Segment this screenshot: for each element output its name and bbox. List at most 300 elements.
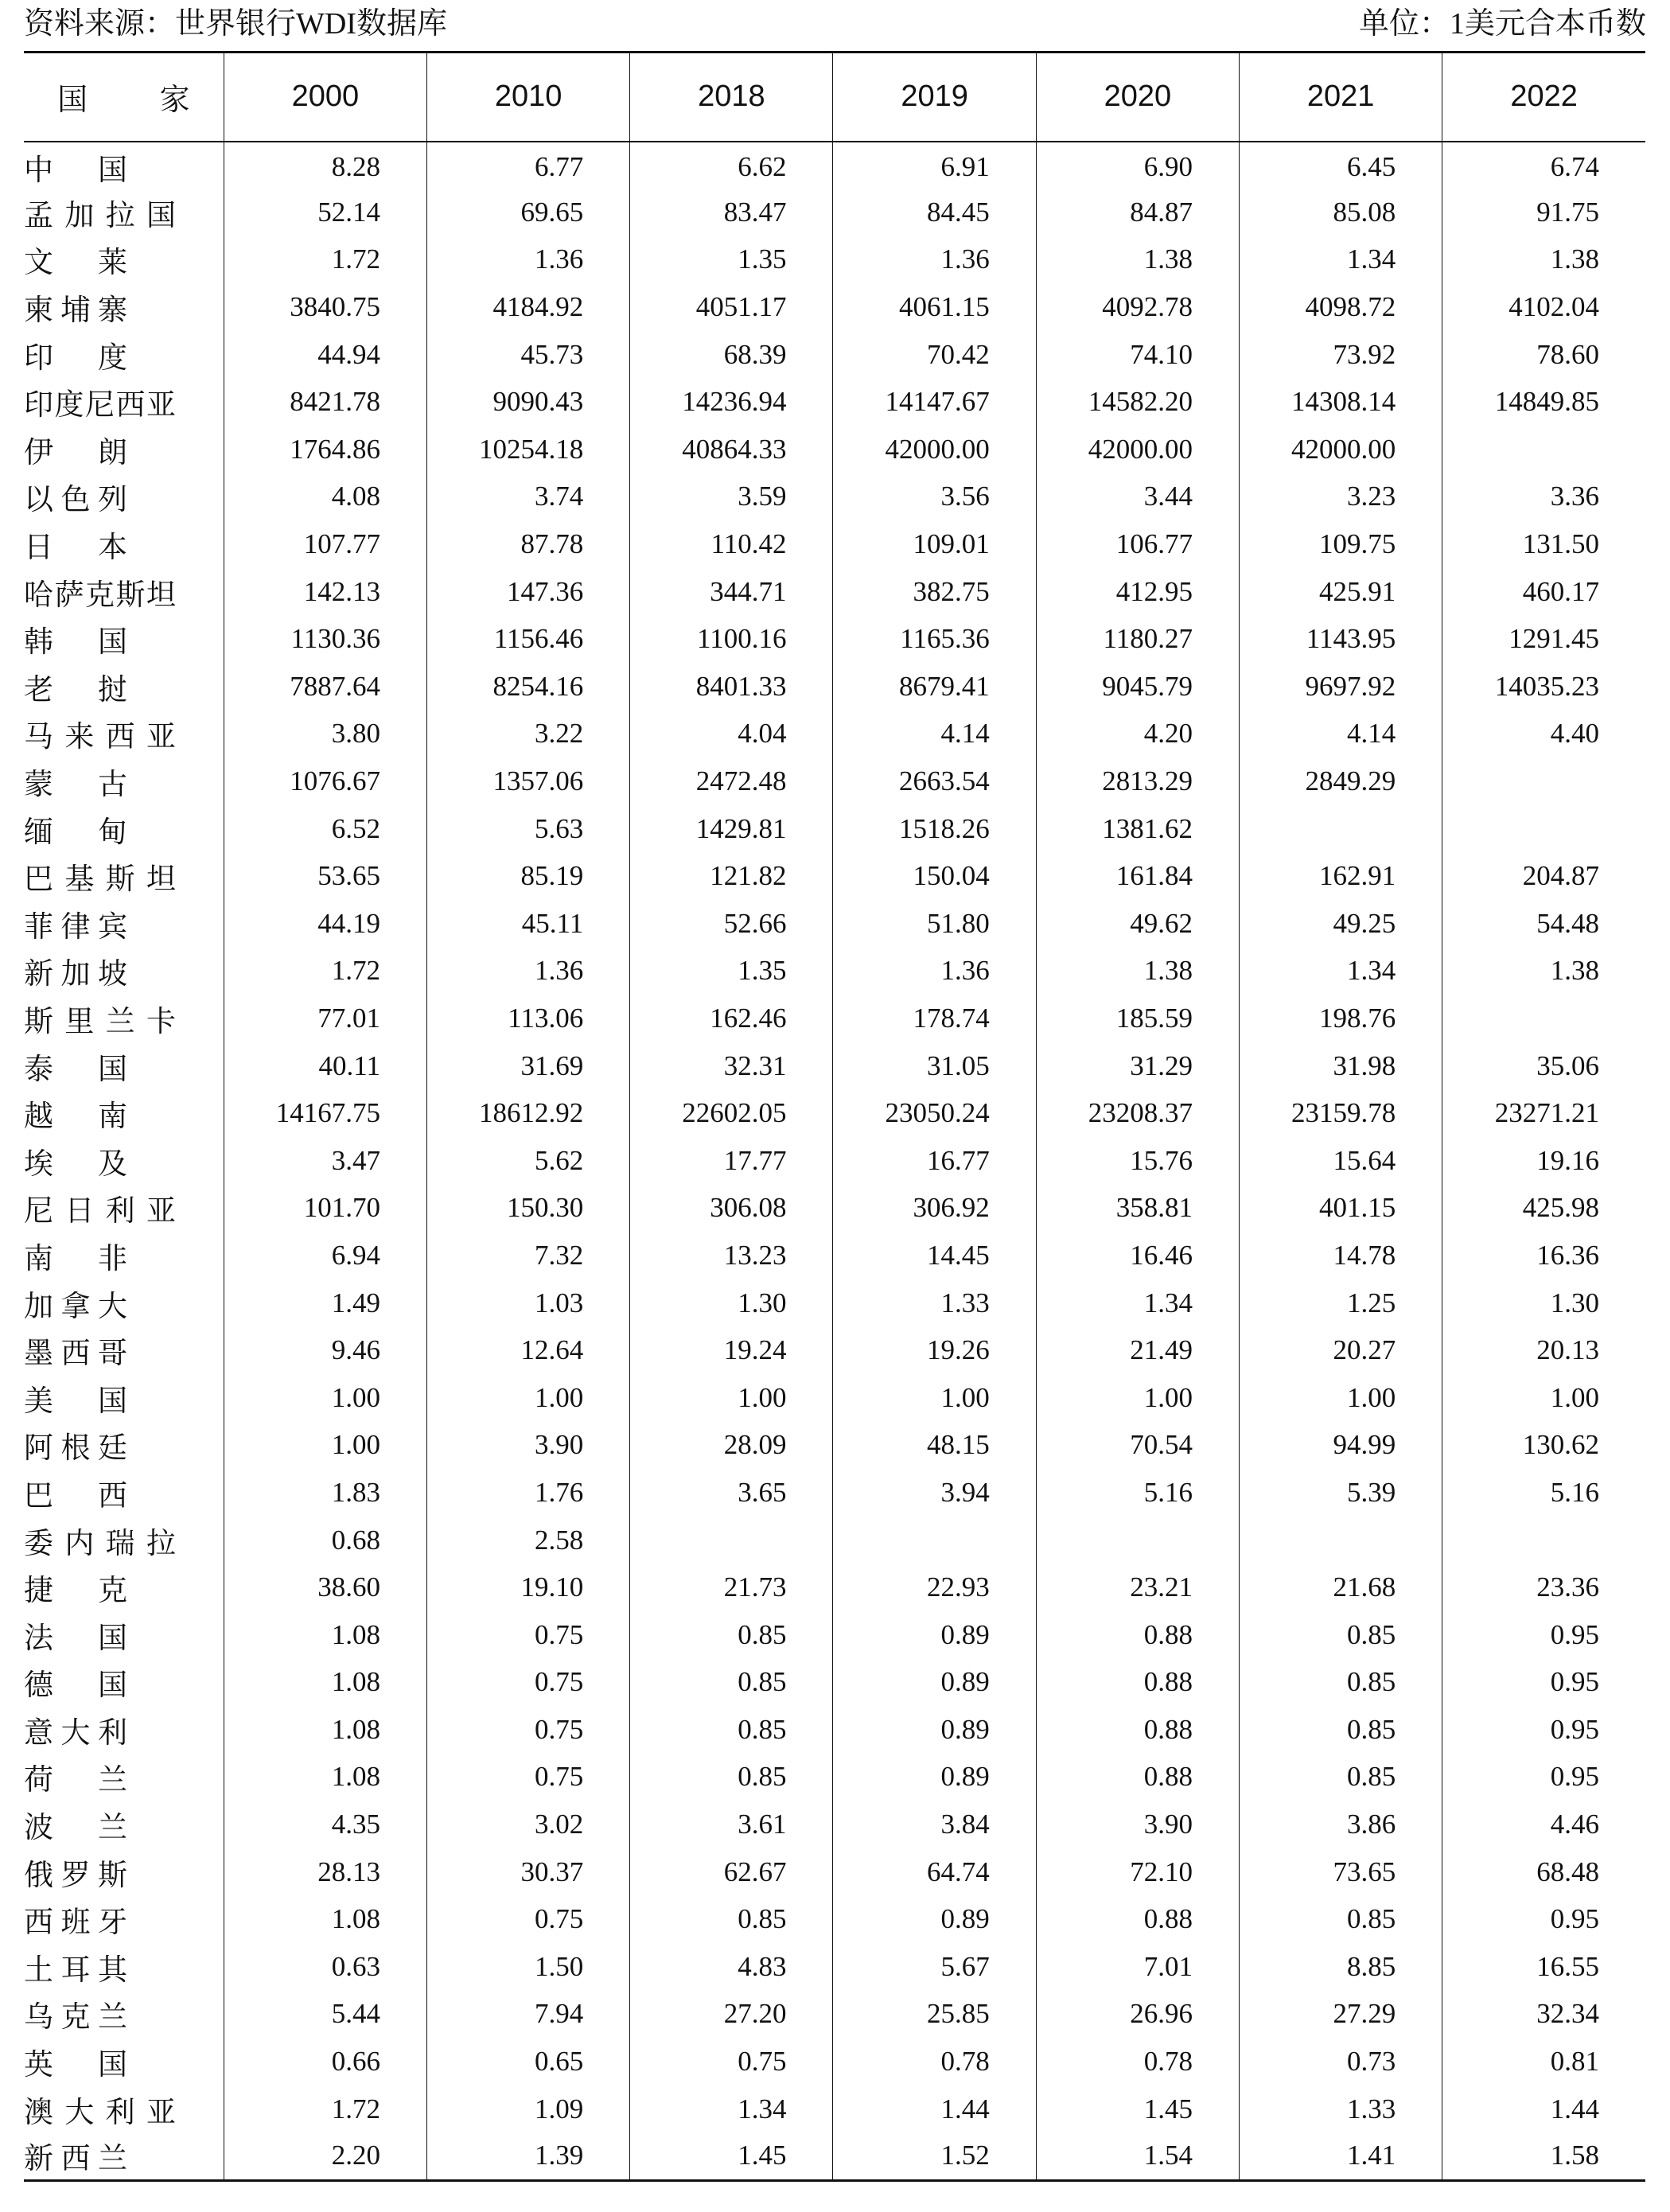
value-cell: 8401.33	[630, 663, 833, 711]
country-name: 法国	[24, 1620, 127, 1655]
country-name: 文莱	[24, 245, 127, 280]
value-cell: 91.75	[1442, 189, 1645, 236]
page-header	[24, 2, 1646, 46]
value-cell: 5.67	[833, 1943, 1036, 1991]
table-row	[24, 1659, 1645, 1707]
value-cell: 0.85	[630, 1895, 833, 1943]
country-name: 荷兰	[24, 1762, 127, 1797]
value-cell: 1291.45	[1442, 615, 1645, 663]
country-cell	[24, 1564, 224, 1611]
value-cell: 1.52	[833, 2132, 1036, 2180]
value-cell: 14849.85	[1442, 378, 1645, 426]
value-cell: 4.46	[1442, 1801, 1645, 1848]
value-cell	[1239, 805, 1442, 853]
value-cell: 1.34	[630, 2085, 833, 2133]
table-row	[24, 900, 1645, 948]
table-row	[24, 1564, 1645, 1611]
country-name: 英国	[24, 2047, 127, 2082]
value-cell: 1180.27	[1036, 615, 1239, 663]
value-cell: 85.08	[1239, 189, 1442, 236]
value-cell: 1076.67	[224, 757, 426, 805]
value-cell: 4.08	[224, 473, 426, 521]
value-cell: 3.90	[1036, 1801, 1239, 1848]
country-name: 日本	[24, 530, 127, 565]
table-row	[24, 615, 1645, 663]
country-cell	[24, 948, 224, 995]
value-cell: 0.88	[1036, 1706, 1239, 1754]
country-cell	[24, 1801, 224, 1848]
value-cell: 3.90	[426, 1422, 629, 1470]
country-name: 缅甸	[24, 814, 127, 849]
value-cell: 3.84	[833, 1801, 1036, 1848]
value-cell: 1.50	[426, 1943, 629, 1991]
value-cell: 27.29	[1239, 1991, 1442, 2039]
value-cell: 1.09	[426, 2085, 629, 2133]
value-cell: 42000.00	[1036, 426, 1239, 473]
value-cell: 1.34	[1239, 948, 1442, 995]
country-name: 印度	[24, 340, 127, 375]
value-cell: 23.36	[1442, 1564, 1645, 1611]
country-name: 意大利	[24, 1715, 127, 1750]
value-cell: 8.85	[1239, 1943, 1442, 1991]
country-name: 哈萨克斯坦	[24, 577, 175, 612]
value-cell: 101.70	[224, 1185, 426, 1233]
value-cell: 4.04	[630, 711, 833, 758]
value-cell: 1143.95	[1239, 615, 1442, 663]
value-cell: 3.65	[630, 1469, 833, 1517]
table-row	[24, 852, 1645, 900]
value-cell: 6.94	[224, 1232, 426, 1279]
value-cell: 49.25	[1239, 900, 1442, 948]
value-cell: 7887.64	[224, 663, 426, 711]
value-cell: 28.13	[224, 1848, 426, 1896]
value-cell: 1.34	[1239, 236, 1442, 284]
value-cell: 1.03	[426, 1279, 629, 1327]
value-cell: 142.13	[224, 568, 426, 616]
country-cell	[24, 2085, 224, 2133]
table-row	[24, 711, 1645, 758]
value-cell: 358.81	[1036, 1185, 1239, 1233]
value-cell: 2663.54	[833, 757, 1036, 805]
value-cell: 4102.04	[1442, 283, 1645, 331]
value-cell	[1442, 757, 1645, 805]
value-cell: 1.25	[1239, 1279, 1442, 1327]
country-cell	[24, 426, 224, 473]
value-cell: 0.68	[224, 1517, 426, 1564]
country-cell	[24, 378, 224, 426]
value-cell: 3.56	[833, 473, 1036, 521]
value-cell: 1.41	[1239, 2132, 1442, 2180]
table-row	[24, 1991, 1645, 2039]
value-cell: 1.08	[224, 1659, 426, 1707]
value-cell: 0.63	[224, 1943, 426, 1991]
country-cell	[24, 1659, 224, 1707]
value-cell: 68.39	[630, 331, 833, 379]
country-cell	[24, 1611, 224, 1659]
table-row	[24, 473, 1645, 521]
value-cell: 77.01	[224, 995, 426, 1042]
country-cell	[24, 1137, 224, 1185]
value-cell: 7.01	[1036, 1943, 1239, 1991]
value-cell: 7.94	[426, 1991, 629, 2039]
value-cell: 425.91	[1239, 568, 1442, 616]
table-row	[24, 1895, 1645, 1943]
value-cell: 1.39	[426, 2132, 629, 2180]
value-cell: 0.89	[833, 1754, 1036, 1801]
value-cell: 131.50	[1442, 520, 1645, 568]
value-cell: 1.44	[833, 2085, 1036, 2133]
value-cell: 1.00	[1239, 1374, 1442, 1422]
value-cell: 54.48	[1442, 900, 1645, 948]
value-cell: 53.65	[224, 852, 426, 900]
country-name: 阿根廷	[24, 1431, 127, 1466]
table-row	[24, 1943, 1645, 1991]
value-cell: 0.88	[1036, 1895, 1239, 1943]
value-cell: 27.20	[630, 1991, 833, 2039]
value-cell: 3.23	[1239, 473, 1442, 521]
value-cell: 0.88	[1036, 1611, 1239, 1659]
value-cell: 121.82	[630, 852, 833, 900]
value-cell: 0.85	[630, 1611, 833, 1659]
value-cell: 23159.78	[1239, 1089, 1442, 1137]
table-row	[24, 663, 1645, 711]
value-cell: 150.04	[833, 852, 1036, 900]
value-cell: 13.23	[630, 1232, 833, 1279]
value-cell: 4098.72	[1239, 283, 1442, 331]
column-header: 2021	[1239, 53, 1442, 142]
value-cell: 16.46	[1036, 1232, 1239, 1279]
table-row	[24, 1232, 1645, 1279]
value-cell: 31.98	[1239, 1042, 1442, 1090]
value-cell: 25.85	[833, 1991, 1036, 2039]
table-row	[24, 283, 1645, 331]
value-cell: 1.72	[224, 948, 426, 995]
value-cell: 14147.67	[833, 378, 1036, 426]
table-row	[24, 805, 1645, 853]
value-cell: 3840.75	[224, 283, 426, 331]
country-cell	[24, 1042, 224, 1090]
value-cell: 1.76	[426, 1469, 629, 1517]
value-cell: 161.84	[1036, 852, 1239, 900]
value-cell: 1165.36	[833, 615, 1036, 663]
value-cell: 1.72	[224, 236, 426, 284]
table-row	[24, 426, 1645, 473]
country-name: 印度尼西亚	[24, 387, 175, 423]
table-row	[24, 1422, 1645, 1470]
value-cell: 0.85	[630, 1659, 833, 1707]
value-cell: 2849.29	[1239, 757, 1442, 805]
value-cell: 23.21	[1036, 1564, 1239, 1611]
value-cell: 0.85	[1239, 1754, 1442, 1801]
value-cell: 48.15	[833, 1422, 1036, 1470]
value-cell: 4.20	[1036, 711, 1239, 758]
value-cell: 1.08	[224, 1611, 426, 1659]
value-cell: 21.49	[1036, 1326, 1239, 1374]
value-cell: 6.52	[224, 805, 426, 853]
country-cell	[24, 189, 224, 236]
country-cell	[24, 2038, 224, 2085]
value-cell: 4.14	[833, 711, 1036, 758]
value-cell	[833, 1517, 1036, 1564]
value-cell: 16.77	[833, 1137, 1036, 1185]
value-cell: 1.49	[224, 1279, 426, 1327]
value-cell: 0.89	[833, 1706, 1036, 1754]
value-cell: 147.36	[426, 568, 629, 616]
value-cell: 4.35	[224, 1801, 426, 1848]
value-cell: 87.78	[426, 520, 629, 568]
value-cell: 3.44	[1036, 473, 1239, 521]
value-cell: 109.01	[833, 520, 1036, 568]
country-cell	[24, 711, 224, 758]
value-cell	[1442, 1517, 1645, 1564]
value-cell: 44.19	[224, 900, 426, 948]
value-cell: 5.44	[224, 1991, 426, 2039]
value-cell: 1.00	[630, 1374, 833, 1422]
value-cell: 3.02	[426, 1801, 629, 1848]
value-cell: 8254.16	[426, 663, 629, 711]
value-cell: 4.83	[630, 1943, 833, 1991]
value-cell: 1357.06	[426, 757, 629, 805]
country-name: 孟加拉国	[24, 197, 175, 232]
value-cell: 0.95	[1442, 1611, 1645, 1659]
value-cell: 0.85	[630, 1754, 833, 1801]
value-cell: 38.60	[224, 1564, 426, 1611]
value-cell: 1.30	[630, 1279, 833, 1327]
table-row	[24, 995, 1645, 1042]
value-cell: 204.87	[1442, 852, 1645, 900]
country-cell	[24, 1422, 224, 1470]
unit-note: 单位：1美元合本币数	[1358, 7, 1646, 41]
value-cell: 1.72	[224, 2085, 426, 2133]
country-name: 澳大利亚	[24, 2094, 175, 2129]
country-cell	[24, 1754, 224, 1801]
value-cell: 0.81	[1442, 2038, 1645, 2085]
country-name: 巴西	[24, 1478, 127, 1513]
value-cell: 162.46	[630, 995, 833, 1042]
value-cell: 3.86	[1239, 1801, 1442, 1848]
value-cell: 1.35	[630, 948, 833, 995]
value-cell: 44.94	[224, 331, 426, 379]
value-cell: 31.05	[833, 1042, 1036, 1090]
country-cell	[24, 1326, 224, 1374]
table-row	[24, 1848, 1645, 1896]
value-cell	[1239, 1517, 1442, 1564]
country-name: 菲律宾	[24, 909, 127, 944]
value-cell: 0.88	[1036, 1659, 1239, 1707]
value-cell: 3.47	[224, 1137, 426, 1185]
value-cell: 2813.29	[1036, 757, 1239, 805]
value-cell: 130.62	[1442, 1422, 1645, 1470]
value-cell: 0.95	[1442, 1754, 1645, 1801]
value-cell: 4184.92	[426, 283, 629, 331]
value-cell: 72.10	[1036, 1848, 1239, 1896]
value-cell: 18612.92	[426, 1089, 629, 1137]
value-cell: 28.09	[630, 1422, 833, 1470]
value-cell: 0.78	[1036, 2038, 1239, 2085]
value-cell: 3.80	[224, 711, 426, 758]
value-cell: 20.27	[1239, 1326, 1442, 1374]
value-cell: 42000.00	[833, 426, 1036, 473]
table-row	[24, 331, 1645, 379]
value-cell: 1100.16	[630, 615, 833, 663]
table-row	[24, 1517, 1645, 1564]
value-cell: 52.66	[630, 900, 833, 948]
country-name: 德国	[24, 1668, 127, 1703]
value-cell: 3.59	[630, 473, 833, 521]
value-cell: 8.28	[224, 142, 426, 189]
table-row	[24, 1706, 1645, 1754]
country-name: 乌克兰	[24, 2000, 127, 2035]
value-cell: 52.14	[224, 189, 426, 236]
value-cell: 0.95	[1442, 1659, 1645, 1707]
value-cell: 32.31	[630, 1042, 833, 1090]
column-header: 国 家	[24, 53, 224, 142]
value-cell: 344.71	[630, 568, 833, 616]
value-cell: 0.73	[1239, 2038, 1442, 2085]
value-cell: 9090.43	[426, 378, 629, 426]
table-row	[24, 1611, 1645, 1659]
value-cell: 4.40	[1442, 711, 1645, 758]
value-cell: 1.00	[224, 1374, 426, 1422]
country-name: 尼日利亚	[24, 1194, 175, 1229]
value-cell: 10254.18	[426, 426, 629, 473]
value-cell: 7.32	[426, 1232, 629, 1279]
value-cell: 73.65	[1239, 1848, 1442, 1896]
value-cell: 19.24	[630, 1326, 833, 1374]
country-name: 墨西哥	[24, 1336, 127, 1371]
country-name: 俄罗斯	[24, 1857, 127, 1892]
column-header: 2022	[1442, 53, 1645, 142]
value-cell: 84.87	[1036, 189, 1239, 236]
country-name: 新西兰	[24, 2141, 127, 2176]
country-cell	[24, 1895, 224, 1943]
value-cell: 9045.79	[1036, 663, 1239, 711]
value-cell: 1.36	[833, 236, 1036, 284]
value-cell	[1442, 426, 1645, 473]
value-cell: 198.76	[1239, 995, 1442, 1042]
value-cell: 83.47	[630, 189, 833, 236]
value-cell: 0.75	[426, 1754, 629, 1801]
value-cell: 68.48	[1442, 1848, 1645, 1896]
value-cell: 1764.86	[224, 426, 426, 473]
value-cell: 45.73	[426, 331, 629, 379]
table-row	[24, 1042, 1645, 1090]
value-cell: 62.67	[630, 1848, 833, 1896]
value-cell: 109.75	[1239, 520, 1442, 568]
value-cell: 6.77	[426, 142, 629, 189]
value-cell: 0.85	[1239, 1611, 1442, 1659]
value-cell: 3.61	[630, 1801, 833, 1848]
value-cell: 1381.62	[1036, 805, 1239, 853]
value-cell: 1.08	[224, 1706, 426, 1754]
country-cell	[24, 1706, 224, 1754]
value-cell: 8679.41	[833, 663, 1036, 711]
value-cell: 106.77	[1036, 520, 1239, 568]
exchange-rate-table	[24, 51, 1645, 2182]
value-cell: 4.14	[1239, 711, 1442, 758]
value-cell: 85.19	[426, 852, 629, 900]
table-row	[24, 2085, 1645, 2133]
table-row	[24, 189, 1645, 236]
value-cell: 0.95	[1442, 1895, 1645, 1943]
value-cell: 1.33	[833, 1279, 1036, 1327]
value-cell: 30.37	[426, 1848, 629, 1896]
value-cell: 1.08	[224, 1895, 426, 1943]
country-name: 伊朗	[24, 434, 127, 469]
value-cell: 2472.48	[630, 757, 833, 805]
value-cell: 16.36	[1442, 1232, 1645, 1279]
country-name: 埃及	[24, 1146, 127, 1181]
country-name: 加拿大	[24, 1288, 127, 1323]
value-cell: 12.64	[426, 1326, 629, 1374]
country-name: 委内瑞拉	[24, 1525, 175, 1560]
value-cell: 6.45	[1239, 142, 1442, 189]
value-cell: 4092.78	[1036, 283, 1239, 331]
value-cell: 15.76	[1036, 1137, 1239, 1185]
country-cell	[24, 1991, 224, 2039]
country-cell	[24, 568, 224, 616]
value-cell: 42000.00	[1239, 426, 1442, 473]
country-name: 马来西亚	[24, 719, 175, 754]
table-row	[24, 1374, 1645, 1422]
value-cell: 110.42	[630, 520, 833, 568]
value-cell: 32.34	[1442, 1991, 1645, 2039]
value-cell: 0.65	[426, 2038, 629, 2085]
country-cell	[24, 142, 224, 189]
value-cell: 22.93	[833, 1564, 1036, 1611]
column-header: 2010	[426, 53, 629, 142]
value-cell: 3.94	[833, 1469, 1036, 1517]
value-cell	[1036, 1517, 1239, 1564]
value-cell: 19.10	[426, 1564, 629, 1611]
value-cell: 23050.24	[833, 1089, 1036, 1137]
table-row	[24, 1137, 1645, 1185]
value-cell: 70.42	[833, 331, 1036, 379]
table-header-row	[24, 53, 1645, 142]
value-cell	[1442, 995, 1645, 1042]
table-row	[24, 1754, 1645, 1801]
value-cell: 23271.21	[1442, 1089, 1645, 1137]
value-cell: 6.62	[630, 142, 833, 189]
value-cell: 22602.05	[630, 1089, 833, 1137]
value-cell: 19.26	[833, 1326, 1036, 1374]
value-cell: 0.85	[1239, 1895, 1442, 1943]
country-cell	[24, 331, 224, 379]
value-cell: 1.00	[833, 1374, 1036, 1422]
value-cell: 17.77	[630, 1137, 833, 1185]
value-cell: 14308.14	[1239, 378, 1442, 426]
value-cell: 306.08	[630, 1185, 833, 1233]
value-cell: 1.58	[1442, 2132, 1645, 2180]
table-row	[24, 378, 1645, 426]
value-cell: 1.36	[833, 948, 1036, 995]
value-cell: 162.91	[1239, 852, 1442, 900]
value-cell: 14.78	[1239, 1232, 1442, 1279]
country-name: 西班牙	[24, 1905, 127, 1940]
table-row	[24, 1326, 1645, 1374]
value-cell: 40864.33	[630, 426, 833, 473]
value-cell: 5.63	[426, 805, 629, 853]
value-cell: 31.29	[1036, 1042, 1239, 1090]
table-row	[24, 142, 1645, 189]
table-row	[24, 1185, 1645, 1233]
country-cell	[24, 1232, 224, 1279]
value-cell: 5.39	[1239, 1469, 1442, 1517]
country-cell	[24, 805, 224, 853]
column-header: 2000	[224, 53, 426, 142]
value-cell: 8421.78	[224, 378, 426, 426]
country-name: 捷克	[24, 1573, 127, 1608]
